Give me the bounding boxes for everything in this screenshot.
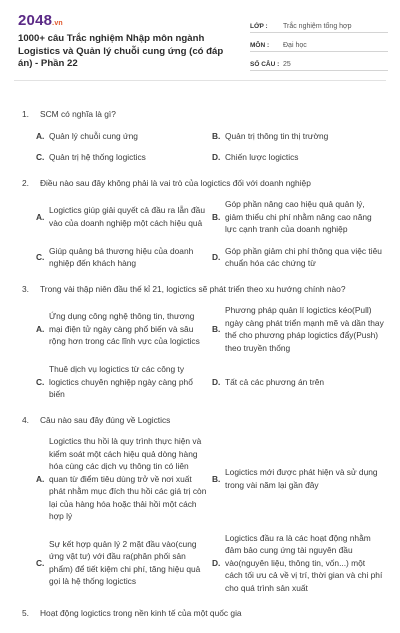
meta-count-row <box>250 52 388 71</box>
question-3 <box>22 283 386 401</box>
option-a[interactable] <box>36 435 208 523</box>
option-b[interactable] <box>212 198 384 236</box>
question-number: 5. <box>22 608 29 618</box>
question-4 <box>22 414 386 595</box>
option-row <box>36 363 386 401</box>
option-text: Giúp quảng bá thương hiệu của doanh nghiệp đến khách hàng <box>49 245 194 268</box>
option-row <box>36 435 386 523</box>
option-letter: A. <box>36 130 45 141</box>
page-header <box>0 0 400 72</box>
option-a[interactable] <box>36 130 208 143</box>
option-letter: C. <box>36 152 45 162</box>
meta-class-value: Trắc nghiệm tổng hợp <box>283 23 352 30</box>
question-text: Điều nào sau đây không phải là vai trò của logictics đối với doanh nghiệp <box>40 177 311 188</box>
header-divider <box>14 80 386 81</box>
option-text: Phương pháp quản lí logictics kéo(Pull) ngày càng phát triển mạnh mẽ và dần thay thế cho phương pháp logictics đẩy(Push) theo truyền thống <box>225 305 384 353</box>
option-row <box>36 304 386 354</box>
question-title <box>22 108 386 121</box>
question-number: 2. <box>22 177 29 188</box>
option-text: Logictics mới được phát hiện và sử dụng trong vài năm lại gần đây <box>225 467 378 490</box>
question-2 <box>22 177 386 270</box>
question-5 <box>22 607 386 620</box>
options <box>22 130 386 164</box>
option-letter: D. <box>212 152 221 162</box>
option-row <box>36 130 386 143</box>
question-title <box>22 177 386 190</box>
option-letter: B. <box>212 130 221 141</box>
option-text: Góp phần nâng cao hiệu quả quản lý, giảm thiểu chi phí nhằm nâng cao năng lực cạnh tranh của doanh nghiệp <box>225 199 372 234</box>
meta-subject-value: Đại học <box>283 42 307 49</box>
option-text: Quản trị hệ thống logictics <box>49 152 146 162</box>
option-letter: B. <box>212 473 221 484</box>
option-letter: A. <box>36 323 45 334</box>
meta-class-row <box>250 14 388 33</box>
option-d[interactable] <box>212 151 384 164</box>
question-text: SCM có nghĩa là gì? <box>40 109 116 119</box>
option-d[interactable] <box>212 363 384 401</box>
option-letter: C. <box>36 376 45 387</box>
option-letter: B. <box>212 211 221 222</box>
document-title: 1000+ câu Trắc nghiệm Nhập môn ngành Logistics và Quản lý chuỗi cung ứng (có đáp án) - Phần 22 <box>18 33 224 69</box>
option-row <box>36 151 386 164</box>
meta-class-label: LỚP : <box>250 23 268 30</box>
options <box>22 304 386 401</box>
question-text: Trong vài thập niên đầu thế kỉ 21, logictics sẽ phát triển theo xu hướng chính nào? <box>40 283 346 294</box>
meta-count-label: SỐ CÂU : <box>250 61 280 68</box>
option-d[interactable] <box>212 245 384 270</box>
option-text: Thuê dịch vụ logictics từ các công ty logictics chuyên nghiệp ngày càng phổ biến <box>49 364 193 399</box>
question-title <box>22 607 386 620</box>
option-b[interactable] <box>212 304 384 354</box>
option-text: Quản lý chuỗi cung ứng <box>49 130 138 141</box>
option-text: Góp phần giảm chi phí thông qua việc tiêu chuẩn hóa các chứng từ <box>225 245 382 268</box>
options <box>22 198 386 270</box>
option-letter: D. <box>212 376 221 387</box>
option-c[interactable] <box>36 532 208 595</box>
question-title <box>22 283 386 296</box>
option-row <box>36 532 386 595</box>
option-c[interactable] <box>36 363 208 401</box>
option-letter: A. <box>36 473 45 484</box>
question-list <box>22 108 386 633</box>
option-b[interactable] <box>212 435 384 523</box>
logo-suffix: .vn <box>52 20 63 27</box>
option-b[interactable] <box>212 130 384 143</box>
options <box>22 435 386 594</box>
document-meta <box>250 14 388 71</box>
option-letter: A. <box>36 211 45 222</box>
option-text: Logictics thu hồi là quy trình thực hiện và kiểm soát một cách hiệu quả dòng hàng hóa cùng các dịch vụ thông tin có liên quan từ điểm tiêu dùng trở về nơi xuất phát nhằm mục đích thu hồi các giá trị còn lại của hàng hóa hoặc thải hồi một cách hợp lý <box>49 436 207 521</box>
option-text: Tất cả các phương án trên <box>225 376 325 387</box>
option-text: Quản trị thông tin thị trường <box>225 130 329 141</box>
site-logo[interactable] <box>18 12 63 29</box>
question-title <box>22 414 386 427</box>
option-letter: C. <box>36 557 45 568</box>
option-a[interactable] <box>36 304 208 354</box>
option-letter: B. <box>212 323 221 334</box>
option-row <box>36 198 386 236</box>
question-number: 4. <box>22 414 29 425</box>
meta-subject-label: MÔN : <box>250 42 270 49</box>
option-text: Logictics đầu ra là các hoạt động nhằm đảm bảo cung ứng tài nguyên đầu vào(nguyên liệu, thông tin, vốn...) một cách tối ưu cả về vị trí, thời gian và chi phí cho quá trình sản xuất <box>225 532 383 593</box>
option-text: Sự kết hợp quản lý 2 mặt đầu vào(cung ứng vật tư) với đầu ra(phân phối sản phẩm) để tiết kiệm chi phí, tăng hiệu quả gọi là hệ thống logictics <box>49 538 201 587</box>
meta-subject-row <box>250 33 388 52</box>
meta-count-value: 25 <box>283 61 291 68</box>
option-letter: D. <box>212 557 221 568</box>
option-d[interactable] <box>212 532 384 595</box>
question-number: 1. <box>22 109 29 119</box>
option-a[interactable] <box>36 198 208 236</box>
option-letter: C. <box>36 251 45 262</box>
option-c[interactable] <box>36 245 208 270</box>
option-text: Chiến lược logictics <box>225 152 299 162</box>
question-number: 3. <box>22 283 29 294</box>
option-text: Ứng dụng công nghệ thông tin, thương mại điện tử ngày càng phổ biến và sâu rộng hơn trong các lĩnh vực của logictics <box>49 311 200 347</box>
option-row <box>36 245 386 270</box>
option-letter: D. <box>212 251 221 262</box>
option-text: Logictics giúp giải quyết cả đầu ra lẫn đầu vào của doanh nghiệp một cách hiệu quả <box>49 205 205 228</box>
question-text: Hoạt động logictics trong nền kinh tế của một quốc gia <box>40 608 242 618</box>
logo-main: 2048 <box>18 12 53 29</box>
question-1 <box>22 108 386 164</box>
question-text: Câu nào sau đây đúng về Logictics <box>40 414 171 425</box>
option-c[interactable] <box>36 151 208 164</box>
